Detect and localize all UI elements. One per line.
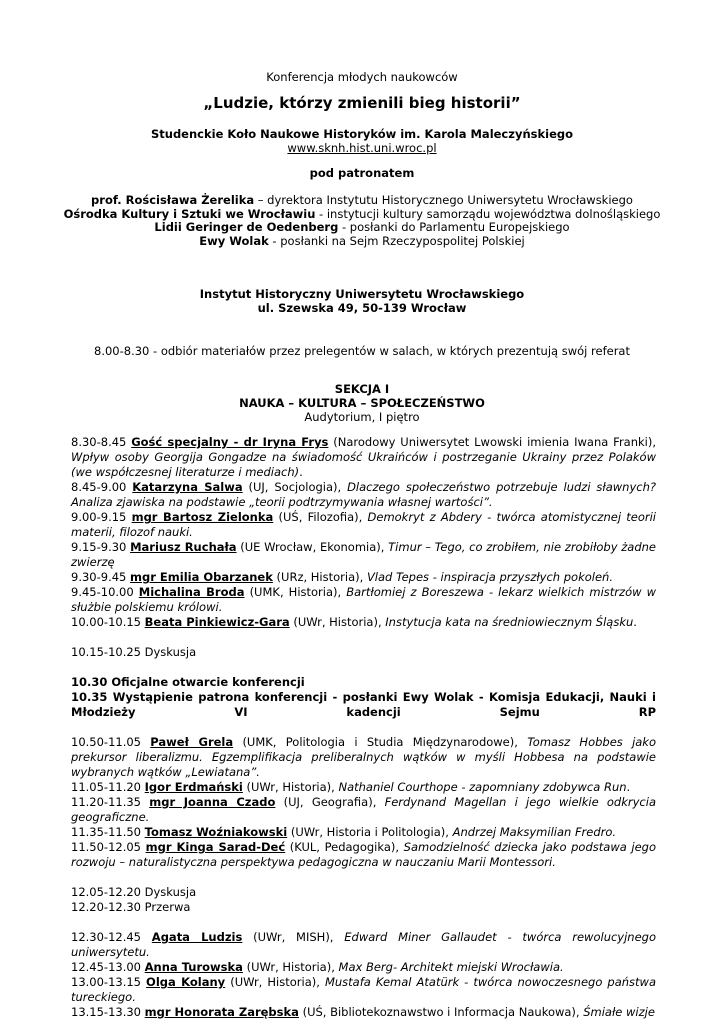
talk-title: Instytucja kata na średniowiecznym Śląsku xyxy=(385,615,634,629)
talk-title: Timur – Tego, co zrobiłem, nie zrobiłoby żadne zwierzę xyxy=(71,540,656,569)
venue-line-1: Instytut Historyczny Uniwersytetu Wrocławskiego xyxy=(199,287,525,301)
patron-desc: - posłanki na Sejm Rzeczypospolitej Polskiej xyxy=(268,234,525,248)
speaker-name: mgr Emilia Obarzanek xyxy=(130,570,273,584)
section-label: SEKCJA I xyxy=(334,382,390,396)
patron-1 xyxy=(0,193,724,208)
speaker-name: mgr Honorata Zarębska xyxy=(144,1005,299,1019)
conference-title: „Ludzie, którzy zmienili bieg historii” xyxy=(203,94,521,112)
entry-time: 9.15-9.30 xyxy=(71,540,131,554)
speaker-affiliation: (UWr, MISH), xyxy=(242,930,345,944)
talk-title: Andrzej Maksymilian Fredro. xyxy=(452,825,617,839)
entry-time: 11.35-11.50 xyxy=(71,825,145,839)
talk-title: Edward Miner Gallaudet - twórca rewolucyjnego uniwersytetu. xyxy=(71,930,657,959)
speaker-name: Agata Ludzis xyxy=(151,930,243,944)
speaker-name: Tomasz Woźniakowski xyxy=(144,825,288,839)
discussion-item: 10.15-10.25 Dyskusja xyxy=(71,645,197,659)
patron-name: Lidii Geringer de Oedenberg xyxy=(154,220,339,234)
talk-title: Demokryt z Abdery - twórca atomistycznej teorii materii, filozof nauki. xyxy=(71,510,656,539)
program-entry xyxy=(71,1005,656,1020)
entry-time: 11.20-11.35 xyxy=(71,795,150,809)
entry-time: 10.50-11.05 xyxy=(71,735,151,749)
entry-time: 8.45-9.00 xyxy=(71,480,133,494)
talk-title: Mustafa Kemal Atatürk - twórca nowoczesnego państwa tureckiego. xyxy=(71,975,656,1004)
program-entry xyxy=(71,585,656,615)
talk-title: Ferdynand Magellan i jego wielkie odkrycia geograficzne. xyxy=(71,795,656,824)
talk-title: Vlad Tepes - inspiracja przyszłych pokoleń. xyxy=(366,570,613,584)
section-room: Audytorium, I piętro xyxy=(304,410,420,424)
speaker-name: mgr Bartosz Zielonka xyxy=(131,510,274,524)
section-name: NAUKA – KULTURA – SPOŁECZEŃSTWO xyxy=(239,396,485,410)
patron-desc: – dyrektora Instytutu Historycznego Uniwersytetu Wrocławskiego xyxy=(254,193,633,207)
entry-time: 12.30-12.45 xyxy=(71,930,152,944)
program-entry xyxy=(71,510,656,540)
program-list xyxy=(71,435,656,1020)
program-entry xyxy=(71,840,656,870)
patron-desc: - instytucji kultury samorządu województwa dolnośląskiego xyxy=(315,207,661,221)
speaker-affiliation: (UJ, Geografia), xyxy=(275,795,385,809)
speaker-affiliation: (UWr, Historia i Politologia), xyxy=(287,825,453,839)
speaker-name: Michalina Broda xyxy=(138,585,245,599)
entry-time: 9.45-10.00 xyxy=(71,585,139,599)
entry-end: . xyxy=(299,465,303,479)
speaker-affiliation: (UMK, Politologia i Studia Międzynarodowe), xyxy=(233,735,528,749)
entry-time: 9.30-9.45 xyxy=(71,570,131,584)
program-entry xyxy=(71,540,656,570)
entry-time: 12.45-13.00 xyxy=(71,960,145,974)
break-item: 12.20-12.30 Przerwa xyxy=(71,900,191,914)
conference-label: Konferencja młodych naukowców xyxy=(266,70,458,84)
entry-time: 10.00-10.15 xyxy=(71,615,145,629)
speaker-affiliation: (UŚ, Filozofia), xyxy=(273,510,368,524)
venue-line-2: ul. Szewska 49, 50-139 Wrocław xyxy=(257,301,467,315)
program-entry xyxy=(71,570,656,585)
speaker-name: Olga Kolany xyxy=(146,975,226,989)
speaker-affiliation: (UWr, Historia), xyxy=(242,780,339,794)
speaker-affiliation: (Narodowy Uniwersytet Lwowski imienia Iwana Franki), xyxy=(328,435,656,449)
opening-item: 10.30 Oficjalne otwarcie konferencji xyxy=(71,675,305,689)
entry-time: 8.30-8.45 xyxy=(71,435,132,449)
speaker-affiliation: (UWr, Historia), xyxy=(242,960,339,974)
speaker-affiliation: (UWr, Historia), xyxy=(225,975,325,989)
program-entry xyxy=(71,960,656,975)
entry-time: 13.15-13.30 xyxy=(71,1005,145,1019)
program-entry xyxy=(71,930,656,960)
speaker-name: Katarzyna Salwa xyxy=(132,480,243,494)
speaker-affiliation: (UWr, Historia), xyxy=(289,615,386,629)
program-entry xyxy=(71,795,656,825)
patron-4 xyxy=(0,234,724,249)
program-entry xyxy=(71,480,656,510)
entry-end: . xyxy=(626,780,631,794)
speaker-affiliation: (KUL, Pedagogika), xyxy=(285,840,404,854)
entry-time: 9.00-9.15 xyxy=(71,510,132,524)
program-entry xyxy=(71,780,656,795)
speaker-name: Gość specjalny - dr Iryna Frys xyxy=(131,435,329,449)
website-row xyxy=(0,141,724,156)
program-entry xyxy=(71,615,656,630)
speaker-name: Igor Erdmański xyxy=(144,780,243,794)
speaker-name: Anna Turowska xyxy=(144,960,243,974)
program-entry xyxy=(71,735,656,780)
talk-title: Wpływ osoby Georgija Gongadze na świadomość Ukraińców i postrzeganie Ukrainy przez Polaków (we współczesnej literaturze i mediach) xyxy=(71,450,656,479)
patron-3 xyxy=(0,220,724,235)
patron-name: Ośrodka Kultury i Sztuki we Wrocławiu xyxy=(63,207,316,221)
speaker-name: Beata Pinkiewicz-Gara xyxy=(144,615,290,629)
entry-end: . xyxy=(633,615,637,629)
speaker-affiliation: (UE Wrocław, Ekonomia), xyxy=(236,540,389,554)
entry-time: 11.50-12.05 xyxy=(71,840,146,854)
talk-title: Tomasz Hobbes jako prekursor liberalizmu. Egzemplifikacja preliberalnych wątków w myśli Hobbesa na podstawie wybranych wątków „Lewiatana”. xyxy=(71,735,657,779)
discussion-item: 12.05-12.20 Dyskusja xyxy=(71,885,197,899)
speaker-affiliation: (URz, Historia), xyxy=(272,570,367,584)
intro-line: 8.00-8.30 - odbiór materiałów przez prelegentów w salach, w których prezentują swój referat xyxy=(94,344,630,358)
speaker-name: mgr Kinga Sarad-Deć xyxy=(145,840,286,854)
talk-title: Bartłomiej z Boreszewa - lekarz wielkich mistrzów w służbie polskiemu królowi. xyxy=(71,585,656,614)
talk-title: Nathaniel Courthope - zapomniany zdobywca Run xyxy=(338,780,627,794)
speaker-name: mgr Joanna Czado xyxy=(149,795,276,809)
speaker-name: Mariusz Ruchała xyxy=(130,540,237,554)
talk-title: Śmiałe wizje xyxy=(583,1005,655,1019)
entry-time: 11.05-11.20 xyxy=(71,780,145,794)
speaker-affiliation: (UJ, Socjologia), xyxy=(242,480,348,494)
patron-desc: - posłanki do Parlamentu Europejskiego xyxy=(338,220,570,234)
patron-name: Ewy Wolak xyxy=(199,234,269,248)
organizer: Studenckie Koło Naukowe Historyków im. Karola Maleczyńskiego xyxy=(150,127,573,141)
entry-time: 13.00-13.15 xyxy=(71,975,147,989)
program-entry xyxy=(71,435,656,480)
speaker-name: Paweł Grela xyxy=(150,735,234,749)
talk-title: Max Berg- Architekt miejski Wrocławia. xyxy=(338,960,564,974)
patronage-label: pod patronatem xyxy=(309,166,415,180)
program-entry xyxy=(71,975,656,1005)
talk-title: Samodzielność dziecka jako podstawa jego rozwoju – naturalistyczna perspektywa pedagogiczna w nauczaniu Marii Montessori. xyxy=(71,840,657,869)
patron-speech-item: 10.35 Wystąpienie patrona konferencji - posłanki Ewy Wolak - Komisja Edukacji, Nauki i Młodzieży VI kadencji Sejmu RP xyxy=(71,690,656,719)
patron-name: prof. Rościsława Żerelika xyxy=(91,193,255,207)
speaker-affiliation: (UŚ, Bibliotekoznawstwo i Informacja Naukowa), xyxy=(298,1005,584,1019)
website-link[interactable]: www.sknh.hist.uni.wroc.pl xyxy=(287,141,437,155)
talk-title: Dlaczego społeczeństwo potrzebuje ludzi sławnych? Analiza zjawiska na podstawie „teorii podtrzymywania własnej wartości”. xyxy=(71,480,656,509)
program-entry xyxy=(71,825,656,840)
speaker-affiliation: (UMK, Historia), xyxy=(244,585,347,599)
